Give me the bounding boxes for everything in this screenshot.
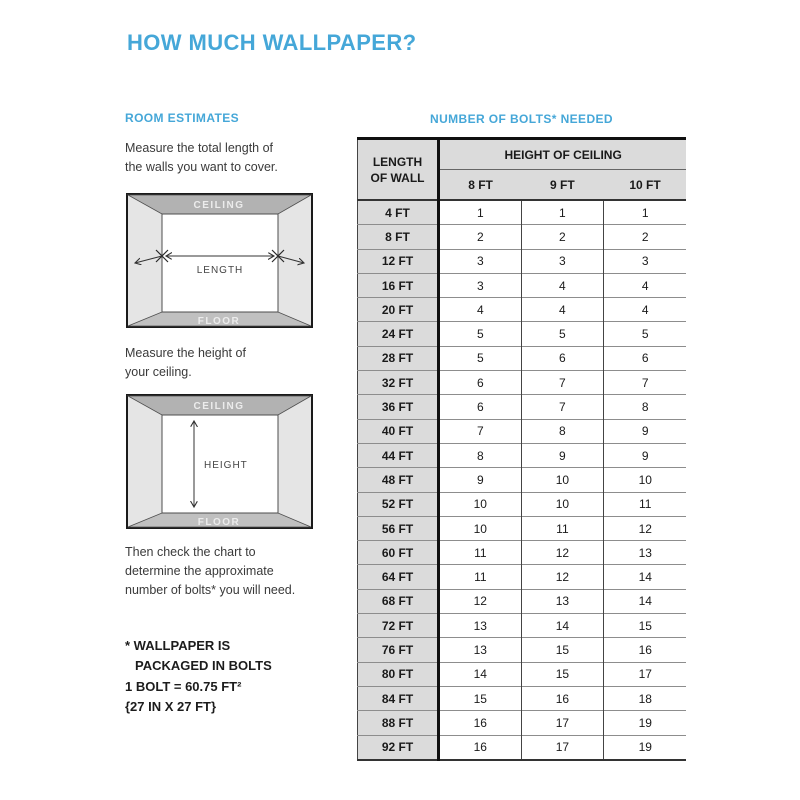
bolt-info-line1: 1 BOLT = 60.75 FT² [125, 679, 242, 694]
height-room-diagram [126, 394, 313, 534]
floor-label: FLOOR [197, 517, 241, 528]
length-header-line2: OF WALL [370, 170, 425, 185]
table-row [358, 662, 687, 686]
value-cell: 4 [521, 298, 604, 322]
footnote-line2: PACKAGED IN BOLTS [135, 658, 272, 673]
height-of-ceiling-header: HEIGHT OF CEILING [439, 139, 687, 170]
value-cell: 6 [604, 346, 687, 370]
step2-line2: your ceiling. [125, 365, 192, 379]
length-cell: 60 FT [358, 541, 439, 565]
length-cell: 40 FT [358, 419, 439, 443]
value-cell: 3 [604, 249, 687, 273]
step3-line3: number of bolts* you will need. [125, 583, 296, 597]
value-cell: 10 [521, 492, 604, 516]
table-row [358, 516, 687, 540]
value-cell: 1 [521, 200, 604, 225]
value-cell: 7 [439, 419, 522, 443]
table-row [358, 200, 687, 225]
table-row [358, 686, 687, 710]
value-cell: 8 [439, 443, 522, 467]
value-cell: 15 [439, 686, 522, 710]
value-cell: 9 [521, 443, 604, 467]
value-cell: 4 [439, 298, 522, 322]
table-row [358, 541, 687, 565]
value-cell: 16 [604, 638, 687, 662]
table-row [358, 322, 687, 346]
value-cell: 14 [439, 662, 522, 686]
bolt-info-line2: {27 IN X 27 FT} [125, 699, 217, 714]
value-cell: 19 [604, 711, 687, 735]
length-cell: 56 FT [358, 516, 439, 540]
step1-line1: Measure the total length of [125, 141, 274, 155]
value-cell: 13 [521, 589, 604, 613]
floor-label: FLOOR [197, 316, 241, 327]
value-cell: 1 [439, 200, 522, 225]
value-cell: 4 [604, 298, 687, 322]
table-row [358, 273, 687, 297]
table-row [358, 565, 687, 589]
step3-line2: determine the approximate [125, 564, 274, 578]
value-cell: 6 [521, 346, 604, 370]
length-of-wall-header [358, 139, 439, 201]
value-cell: 12 [521, 565, 604, 589]
value-cell: 17 [521, 711, 604, 735]
value-cell: 12 [604, 516, 687, 540]
value-cell: 10 [439, 492, 522, 516]
value-cell: 11 [439, 541, 522, 565]
length-cell: 44 FT [358, 443, 439, 467]
value-cell: 13 [604, 541, 687, 565]
table-row [358, 468, 687, 492]
step3-text [125, 543, 295, 600]
value-cell: 18 [604, 686, 687, 710]
step2-text [125, 344, 246, 382]
length-room-diagram [126, 193, 313, 333]
value-cell: 6 [439, 371, 522, 395]
length-cell: 88 FT [358, 711, 439, 735]
bolts-needed-heading: NUMBER OF BOLTS* NEEDED [430, 112, 613, 126]
value-cell: 11 [604, 492, 687, 516]
value-cell: 10 [604, 468, 687, 492]
bolts-table-container [357, 137, 686, 761]
length-cell: 36 FT [358, 395, 439, 419]
wallpaper-footnote [125, 636, 272, 676]
value-cell: 9 [604, 419, 687, 443]
value-cell: 9 [604, 443, 687, 467]
table-row [358, 492, 687, 516]
value-cell: 8 [604, 395, 687, 419]
length-label: LENGTH [196, 265, 244, 276]
value-cell: 2 [439, 225, 522, 249]
value-cell: 4 [604, 273, 687, 297]
step2-line1: Measure the height of [125, 346, 246, 360]
value-cell: 12 [439, 589, 522, 613]
length-cell: 20 FT [358, 298, 439, 322]
table-row [358, 225, 687, 249]
value-cell: 9 [439, 468, 522, 492]
value-cell: 3 [439, 273, 522, 297]
table-row [358, 346, 687, 370]
length-cell: 4 FT [358, 200, 439, 225]
length-cell: 24 FT [358, 322, 439, 346]
length-room-svg [126, 193, 313, 328]
length-cell: 80 FT [358, 662, 439, 686]
length-cell: 92 FT [358, 735, 439, 760]
value-cell: 6 [439, 395, 522, 419]
page-title: HOW MUCH WALLPAPER? [127, 30, 417, 55]
table-header-row-1 [358, 139, 687, 170]
value-cell: 7 [521, 371, 604, 395]
bolt-size-info [125, 677, 241, 717]
value-cell: 7 [521, 395, 604, 419]
back-wall [162, 214, 278, 312]
ceiling-label: CEILING [193, 200, 245, 211]
length-cell: 72 FT [358, 614, 439, 638]
table-row [358, 614, 687, 638]
table-row [358, 371, 687, 395]
value-cell: 2 [604, 225, 687, 249]
length-cell: 28 FT [358, 346, 439, 370]
value-cell: 11 [439, 565, 522, 589]
value-cell: 11 [521, 516, 604, 540]
length-header-line1: LENGTH [372, 154, 423, 169]
col-header-8ft: 8 FT [439, 170, 522, 201]
value-cell: 7 [604, 371, 687, 395]
value-cell: 14 [604, 565, 687, 589]
bolts-table [357, 137, 686, 761]
value-cell: 3 [521, 249, 604, 273]
length-cell: 16 FT [358, 273, 439, 297]
step3-line1: Then check the chart to [125, 545, 256, 559]
value-cell: 14 [521, 614, 604, 638]
footnote-line1: * WALLPAPER IS [125, 638, 231, 653]
value-cell: 19 [604, 735, 687, 760]
value-cell: 16 [439, 711, 522, 735]
length-cell: 76 FT [358, 638, 439, 662]
length-cell: 32 FT [358, 371, 439, 395]
value-cell: 5 [521, 322, 604, 346]
length-cell: 8 FT [358, 225, 439, 249]
col-header-9ft: 9 FT [521, 170, 604, 201]
value-cell: 8 [521, 419, 604, 443]
value-cell: 16 [521, 686, 604, 710]
table-row [358, 419, 687, 443]
value-cell: 1 [604, 200, 687, 225]
value-cell: 2 [521, 225, 604, 249]
value-cell: 3 [439, 249, 522, 273]
value-cell: 12 [521, 541, 604, 565]
length-cell: 12 FT [358, 249, 439, 273]
value-cell: 17 [604, 662, 687, 686]
table-row [358, 395, 687, 419]
value-cell: 15 [521, 662, 604, 686]
value-cell: 17 [521, 735, 604, 760]
value-cell: 13 [439, 638, 522, 662]
value-cell: 13 [439, 614, 522, 638]
table-row [358, 443, 687, 467]
height-label: HEIGHT [204, 460, 248, 471]
value-cell: 5 [439, 346, 522, 370]
value-cell: 10 [521, 468, 604, 492]
table-row [358, 589, 687, 613]
table-row [358, 711, 687, 735]
length-cell: 52 FT [358, 492, 439, 516]
length-cell: 48 FT [358, 468, 439, 492]
height-room-svg [126, 394, 313, 529]
step1-text [125, 139, 278, 177]
value-cell: 5 [439, 322, 522, 346]
table-row [358, 249, 687, 273]
length-cell: 64 FT [358, 565, 439, 589]
room-estimates-heading: ROOM ESTIMATES [125, 111, 240, 125]
table-row [358, 735, 687, 760]
value-cell: 15 [521, 638, 604, 662]
value-cell: 4 [521, 273, 604, 297]
table-row [358, 638, 687, 662]
step1-line2: the walls you want to cover. [125, 160, 278, 174]
table-row [358, 298, 687, 322]
table-body [358, 200, 687, 760]
value-cell: 16 [439, 735, 522, 760]
value-cell: 10 [439, 516, 522, 540]
value-cell: 5 [604, 322, 687, 346]
value-cell: 15 [604, 614, 687, 638]
length-cell: 84 FT [358, 686, 439, 710]
col-header-10ft: 10 FT [604, 170, 687, 201]
ceiling-label: CEILING [193, 401, 245, 412]
length-cell: 68 FT [358, 589, 439, 613]
value-cell: 14 [604, 589, 687, 613]
